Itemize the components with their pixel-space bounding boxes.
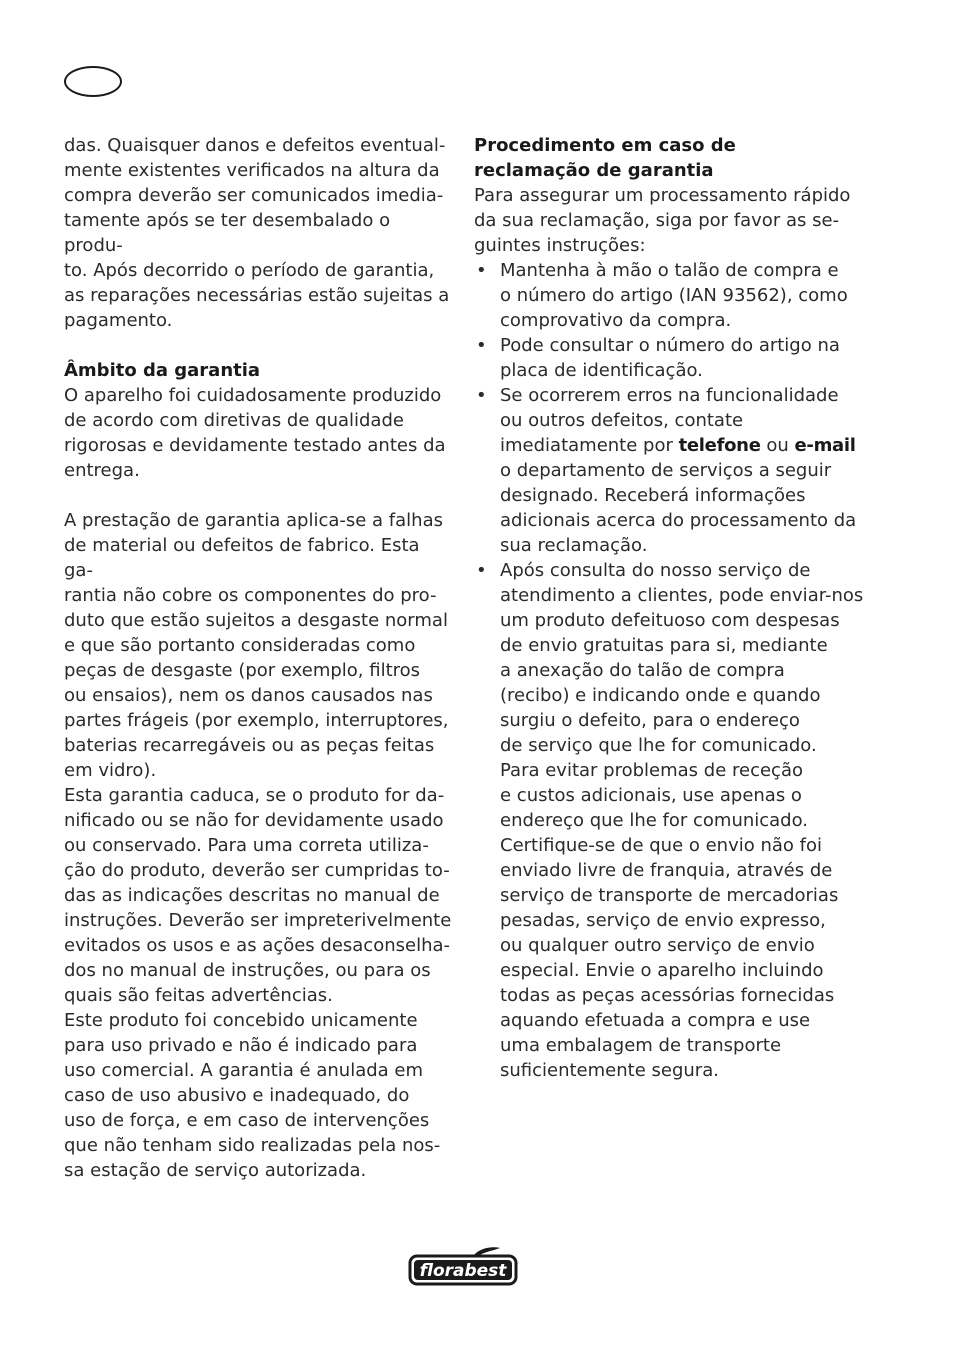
coverage-paragraph: A prestação de garantia aplica-se a falhas de material ou defeitos de fabrico. Esta ga- rantia não cobre os componentes do pro- duto que estão sujeitos a desgaste normal e que são portanto consideradas como peças de desgaste (por exemplo, filtros ou ensaios), nem os danos causados nas partes frágeis (por exemplo, interruptores, baterias recarregáveis ou as peças feitas em vidro). — [64, 510, 449, 781]
bullet-text: Se ocorrerem erros na funcionalidade ou outros defeitos, contate imediatamente por — [500, 385, 839, 456]
right-column — [474, 133, 874, 1083]
instructions-list — [474, 258, 874, 1083]
procedure-intro: Para assegurar um processamento rápido da sua reclamação, siga por favor as se- guintes instruções: — [474, 185, 851, 256]
private-use-paragraph: Este produto foi concebido unicamente para uso privado e não é indicado para uso comercial. A garantia é anulada em caso de uso abusivo e inadequado, do uso de força, e em caso de intervenções que não tenham sido realizadas pela nos- sa estação de serviço autorizada. — [64, 1010, 441, 1181]
list-item — [474, 383, 874, 558]
logo-text: florabest — [419, 1261, 507, 1281]
scope-paragraph: O aparelho foi cuidadosamente produzido de acordo com diretivas de qualidade rigorosas e devidamente testado antes da entrega. — [64, 385, 446, 481]
list-item: • Mantenha à mão o talão de compra e o número do artigo (IAN 93562), como comprovativo da compra. — [474, 258, 874, 333]
phone-keyword: telefone — [678, 435, 761, 456]
expiry-paragraph: Esta garantia caduca, se o produto for da- nificado ou se não for devidamente usado ou conservado. Para uma correta utiliza- ção do produto, deverão ser cumpridas to- das as indicações descritas no manual de instruções. Deverão ser impreterivelmente evitados os usos e as ações desaconselha- dos no manual de instruções, ou para os quais são feitas advertências. — [64, 785, 452, 1006]
list-item: • Pode consultar o número do artigo na placa de identificação. — [474, 333, 874, 383]
language-badge — [64, 66, 122, 97]
florabest-logo — [408, 1246, 518, 1286]
left-column — [64, 133, 454, 1183]
bullet-text: o departamento de serviços a seguir designado. Receberá informações adicionais acerca do processamento da sua reclamação. — [500, 460, 857, 556]
intro-paragraph: das. Quaisquer danos e defeitos eventual- mente existentes verificados na altura da compra deverão ser comunicados imedia- tamente após se ter desembalado o produ- to. Após decorrido o período de garantia, as reparações necessárias estão sujeitas a pagamento. — [64, 135, 450, 331]
bullet-text: ou — [760, 435, 795, 456]
email-keyword: e-mail — [794, 435, 856, 456]
procedure-heading: Procedimento em caso de reclamação de garantia — [474, 135, 736, 181]
list-item: • Após consulta do nosso serviço de atendimento a clientes, pode enviar-nos um produto defeituoso com despesas de envio gratuitas para si, mediante a anexação do talão de compra (recibo) e indicando onde e quando surgiu o defeito, para o endereço de serviço que lhe for comunicado. Para evitar problemas de receção e custos adicionais, use apenas o endereço que lhe for comunicado. Certifique-se de que o envio não foi enviado livre de franquia, através de serviço de transporte de mercadorias pesadas, serviço de envio expresso, ou qualquer outro serviço de envio especial. Envie o aparelho incluindo todas as peças acessórias fornecidas aquando efetuada a compra e use uma embalagem de transporte suficientemente segura. — [474, 558, 874, 1083]
scope-heading: Âmbito da garantia — [64, 360, 261, 381]
